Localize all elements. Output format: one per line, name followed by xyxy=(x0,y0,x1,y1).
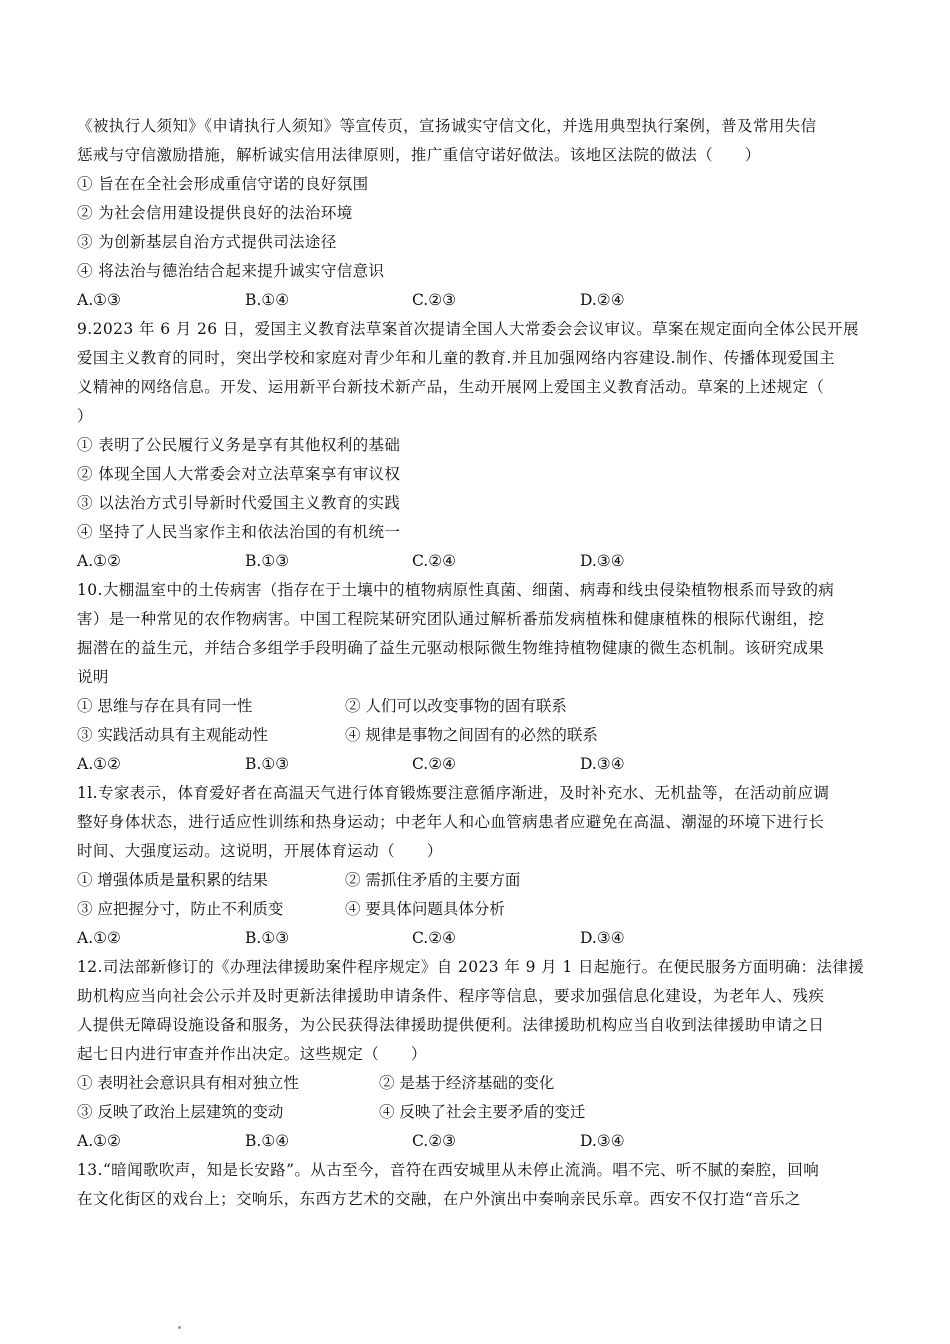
intro-option-c: C.②③ xyxy=(412,291,457,309)
q13-line-2: 在文化街区的戏台上；交响乐，东西方艺术的交融，在户外演出中奏响亲民乐章。西安不仅打造“音乐之 xyxy=(77,1190,801,1208)
q9-option-a: A.①② xyxy=(77,552,121,570)
q9-statement-4: ④ 坚持了人民当家作主和依法治国的有机统一 xyxy=(77,523,401,541)
intro-statement-3: ③ 为创新基层自治方式提供司法途径 xyxy=(77,233,337,251)
q11-statement-1: ① 增强体质是量积累的结果 xyxy=(77,871,268,889)
q10-statement-2: ② 人们可以改变事物的固有联系 xyxy=(345,697,567,715)
q9-statement-3: ③ 以法治方式引导新时代爱国主义教育的实践 xyxy=(77,494,401,512)
q12-line-4: 起七日内进行审查并作出决定。这些规定（ ） xyxy=(77,1045,427,1063)
q12-line-1: 12.司法部新修订的《办理法律援助案件程序规定》自 2023 年 9 月 1 日起施行。在便民服务方面明确：法律援 xyxy=(77,958,865,976)
q9-line-3: 义精神的网络信息。开发、运用新平台新技术新产品，生动开展网上爱国主义教育活动。草案的上述规定（ xyxy=(77,378,825,396)
q11-statement-4: ④ 要具体问题具体分析 xyxy=(345,900,505,918)
q9-line-2: 爱国主义教育的同时，突出学校和家庭对青少年和儿童的教育.并且加强网络内容建设.制作、传播体现爱国主 xyxy=(77,349,835,367)
q12-line-2: 助机构应当向社会公示并及时更新法律援助申请条件、程序等信息，要求加强信息化建设，为老年人、残疾 xyxy=(77,987,825,1005)
q11-line-3: 时间、大强度运动。这说明，开展体育运动（ ） xyxy=(77,842,443,860)
q11-option-c: C.②④ xyxy=(412,929,457,947)
q11-statement-3: ③ 应把握分寸，防止不利质变 xyxy=(77,900,284,918)
q9-line-4: ） xyxy=(77,407,93,425)
q9-statement-2: ② 体现全国人大常委会对立法草案享有审议权 xyxy=(77,465,401,483)
q11-line-2: 整好身体状态，进行适应性训练和热身运动；中老年人和心血管病患者应避免在高温、潮湿的环境下进行长 xyxy=(77,813,825,831)
q12-statement-1: ① 表明社会意识具有相对独立性 xyxy=(77,1074,299,1092)
q10-line-4: 说明 xyxy=(77,668,109,686)
q12-statement-4: ④ 反映了社会主要矛盾的变迁 xyxy=(379,1103,586,1121)
q12-option-c: C.②③ xyxy=(412,1132,457,1150)
q10-statement-4: ④ 规律是事物之间固有的必然的联系 xyxy=(345,726,598,744)
intro-statement-2: ② 为社会信用建设提供良好的法治环境 xyxy=(77,204,353,222)
q10-line-3: 掘潜在的益生元，并结合多组学手段明确了益生元驱动根际微生物维持植物健康的微生态机制。该研究成果 xyxy=(77,639,825,657)
intro-line-1: 《被执行人须知》《申请执行人须知》等宣传页，宣扬诚实守信文化，并选用典型执行案例，普及常用失信 xyxy=(77,117,817,135)
q9-option-c: C.②④ xyxy=(412,552,457,570)
intro-option-b: B.①④ xyxy=(245,291,290,309)
q12-statement-2: ② 是基于经济基础的变化 xyxy=(379,1074,555,1092)
q11-line-1: 1l.专家表示，体育爱好者在高温天气进行体育锻炼要注意循序渐进，及时补充水、无机盐等，在活动前应调 xyxy=(77,784,830,802)
q10-line-2: 害）是一种常见的农作物病害。中国工程院某研究团队通过解析番茄发病植株和健康植株的根际代谢组，挖 xyxy=(77,610,825,628)
q12-option-a: A.①② xyxy=(77,1132,121,1150)
q11-statement-2: ② 需抓住矛盾的主要方面 xyxy=(345,871,521,889)
q10-option-a: A.①② xyxy=(77,755,121,773)
q10-option-b: B.①③ xyxy=(245,755,290,773)
q10-statement-1: ① 思维与存在具有同一性 xyxy=(77,697,253,715)
q10-option-c: C.②④ xyxy=(412,755,457,773)
q12-statement-3: ③ 反映了政治上层建筑的变动 xyxy=(77,1103,284,1121)
q9-option-b: B.①③ xyxy=(245,552,290,570)
q9-statement-1: ① 表明了公民履行义务是享有其他权利的基础 xyxy=(77,436,401,454)
q11-option-d: D.③④ xyxy=(580,929,625,947)
q11-option-b: B.①③ xyxy=(245,929,290,947)
footer-dot xyxy=(178,1326,181,1329)
q9-line-1: 9.2023 年 6 月 26 日，爱国主义教育法草案首次提请全国人大常委会会议审议。草案在规定面向全体公民开展 xyxy=(77,320,859,338)
q11-option-a: A.①② xyxy=(77,929,121,947)
q10-line-1: 10.大棚温室中的土传病害（指存在于土壤中的植物病原性真菌、细菌、病毒和线虫侵染植物根系而导致的病 xyxy=(77,581,835,599)
q12-line-3: 人提供无障碍设施设备和服务，为公民获得法律援助提供便利。法律援助机构应当自收到法律援助申请之日 xyxy=(77,1016,825,1034)
intro-statement-4: ④ 将法治与德治结合起来提升诚实守信意识 xyxy=(77,262,385,280)
q13-line-1: 13.“暗闻歌吹声，知是长安路”。从古至今，音符在西安城里从未停止流淌。唱不完、听不腻的秦腔，回响 xyxy=(77,1161,820,1179)
q10-statement-3: ③ 实践活动具有主观能动性 xyxy=(77,726,268,744)
intro-option-d: D.②④ xyxy=(580,291,625,309)
q12-option-d: D.③④ xyxy=(580,1132,625,1150)
intro-line-2: 惩戒与守信激励措施，解析诚实信用法律原则，推广重信守诺好做法。该地区法院的做法（ ） xyxy=(77,146,761,164)
intro-option-a: A.①③ xyxy=(77,291,121,309)
intro-statement-1: ① 旨在在全社会形成重信守诺的良好氛围 xyxy=(77,175,369,193)
q9-option-d: D.③④ xyxy=(580,552,625,570)
q10-option-d: D.③④ xyxy=(580,755,625,773)
q12-option-b: B.①④ xyxy=(245,1132,290,1150)
